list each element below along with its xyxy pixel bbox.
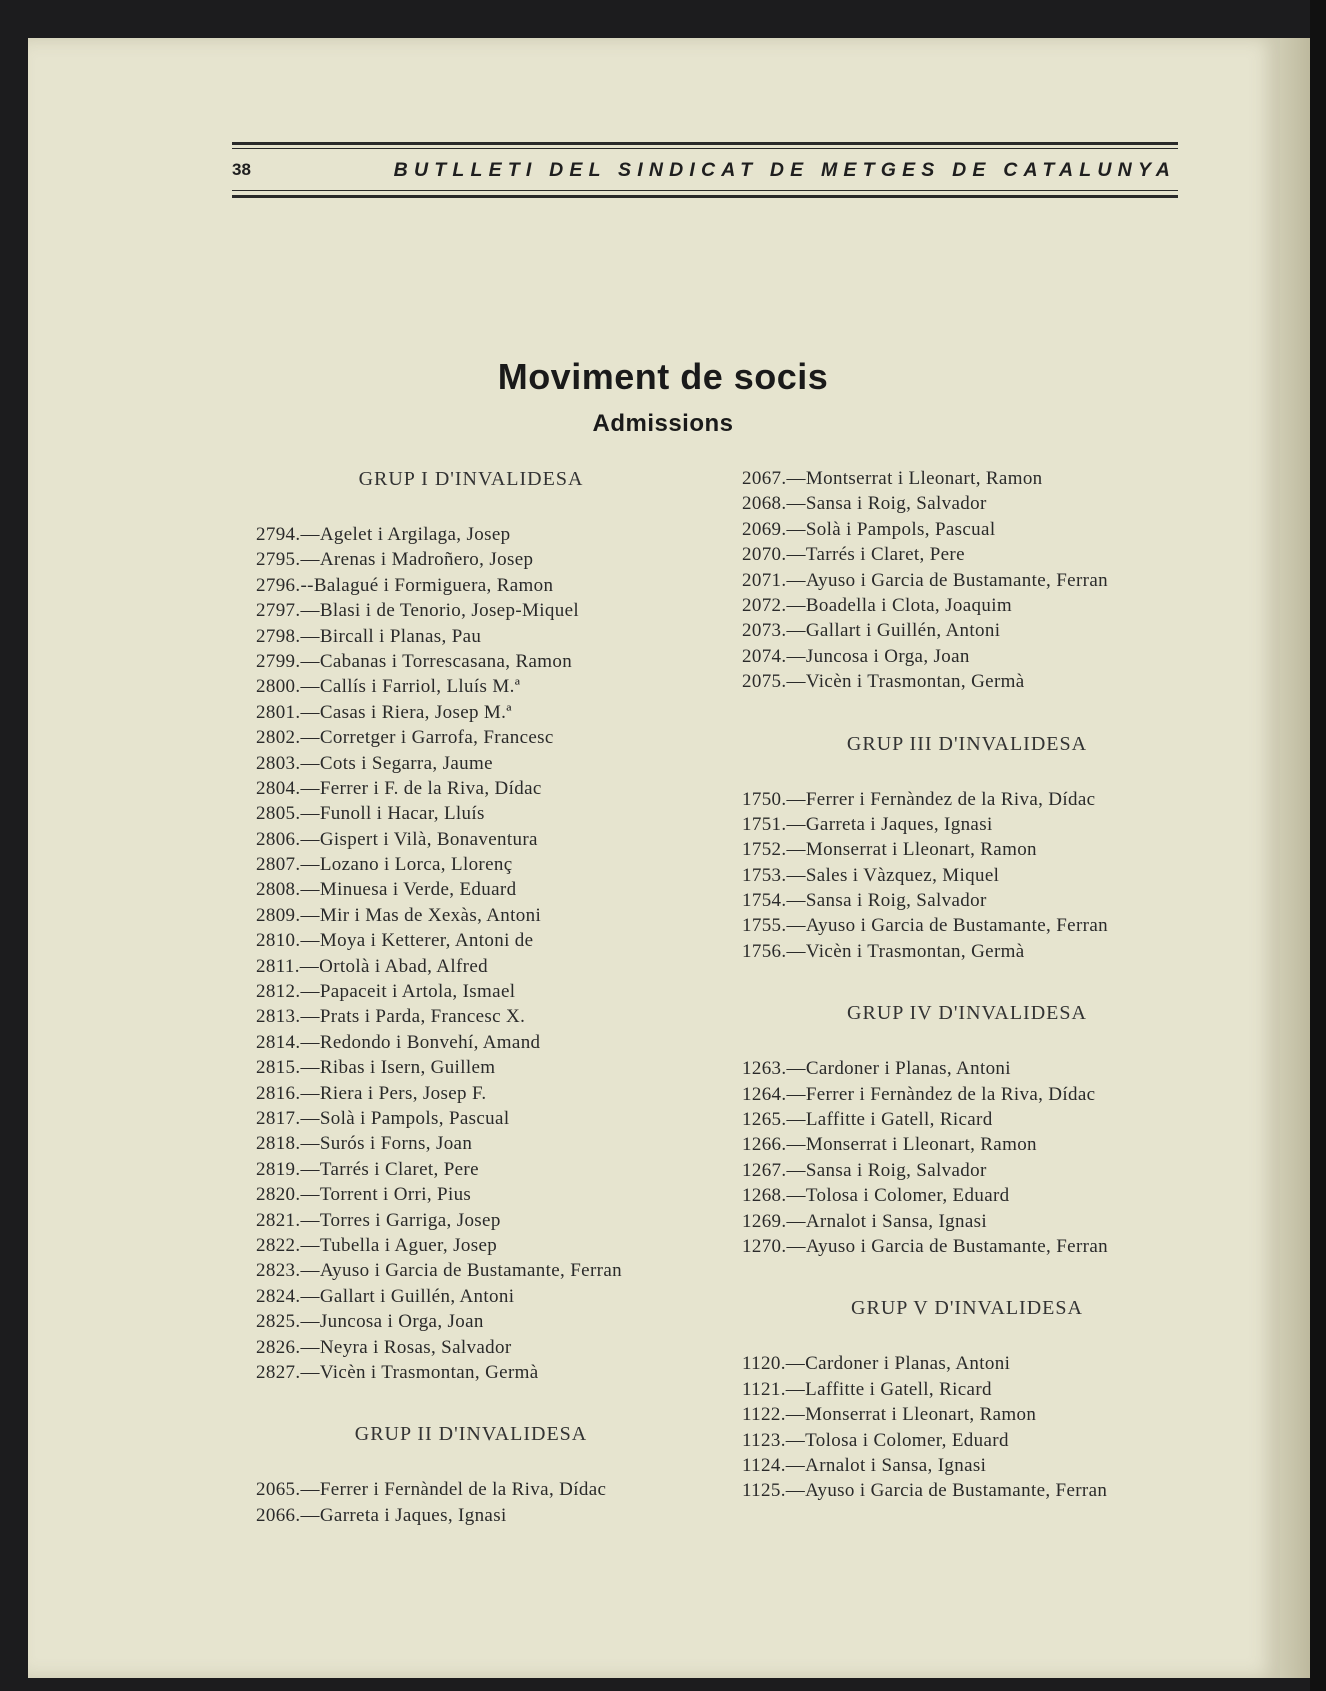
member-entry: 1756.—Vicèn i Trasmontan, Germà (742, 940, 1025, 962)
left-column (256, 466, 686, 1528)
member-entry: 2823.—Ayuso i Garcia de Bustamante, Ferran (256, 1260, 622, 1282)
member-entry: 1125.—Ayuso i Garcia de Bustamante, Ferran (742, 1480, 1108, 1502)
group-heading-grup-iv: GRUP IV D'INVALIDESA (847, 1002, 1087, 1025)
member-entry: 2808.—Minuesa i Verde, Eduard (256, 879, 517, 901)
member-entry: 2073.—Gallart i Guillén, Antoni (742, 620, 1001, 642)
member-entry: 1120.—Cardoner i Planas, Antoni (742, 1353, 1011, 1375)
grup-v-list (742, 1351, 1192, 1503)
member-entry: 2819.—Tarrés i Claret, Pere (256, 1158, 479, 1180)
member-entry: 2812.—Papaceit i Artola, Ismael (256, 981, 516, 1003)
member-entry: 2075.—Vicèn i Trasmontan, Germà (742, 671, 1025, 693)
member-entry: 2071.—Ayuso i Garcia de Bustamante, Ferran (742, 569, 1108, 591)
page-number: 38 (232, 160, 251, 179)
grup-iii-list (742, 787, 1192, 965)
member-entry: 2797.—Blasi i de Tenorio, Josep-Miquel (256, 600, 579, 622)
member-entry: 2067.—Montserrat i Lleonart, Ramon (742, 468, 1043, 489)
group-heading-grup-v: GRUP V D'INVALIDESA (851, 1297, 1083, 1320)
group-heading-grup-iii: GRUP III D'INVALIDESA (846, 732, 1088, 755)
right-column (742, 466, 1192, 1504)
running-header (232, 142, 1178, 200)
page-title: Moviment de socis (497, 356, 829, 397)
member-entry: 1122.—Monserrat i Lleonart, Ramon (742, 1404, 1037, 1426)
member-entry: 2066.—Garreta i Jaques, Ignasi (256, 1504, 507, 1526)
member-entry: 2070.—Tarrés i Claret, Pere (742, 544, 965, 566)
member-entry: 1265.—Laffitte i Gatell, Ricard (742, 1109, 993, 1131)
member-entry: 2817.—Solà i Pampols, Pascual (256, 1107, 510, 1129)
member-entry: 1269.—Arnalot i Sansa, Ignasi (742, 1210, 987, 1232)
member-entry: 2074.—Juncosa i Orga, Joan (742, 645, 970, 667)
member-entry: 2826.—Neyra i Rosas, Salvador (256, 1336, 512, 1358)
member-entry: 2794.—Agelet i Argilaga, Josep (256, 524, 511, 545)
member-entry: 2818.—Surós i Forns, Joan (256, 1133, 473, 1155)
member-entry: 2068.—Sansa i Roig, Salvador (742, 493, 987, 515)
member-entry: 2804.—Ferrer i F. de la Riva, Dídac (256, 777, 542, 799)
header-rule-bottom (232, 195, 1178, 198)
member-entry: 2803.—Cots i Segarra, Jaume (256, 752, 493, 774)
member-entry: 1268.—Tolosa i Colomer, Eduard (742, 1185, 1010, 1207)
member-entry: 2806.—Gispert i Vilà, Bonaventura (256, 828, 538, 850)
member-entry: 2798.—Bircall i Planas, Pau (256, 625, 482, 647)
member-entry: 1752.—Monserrat i Lleonart, Ramon (742, 839, 1037, 861)
page-subtitle: Admissions (592, 410, 734, 437)
member-entry: 2820.—Torrent i Orri, Pius (256, 1184, 472, 1206)
member-entry: 1754.—Sansa i Roig, Salvador (742, 890, 987, 912)
member-entry: 2810.—Moya i Ketterer, Antoni de (256, 930, 534, 952)
member-entry: 1267.—Sansa i Roig, Salvador (742, 1159, 987, 1181)
member-entry: 2800.—Callís i Farriol, Lluís M.ª (256, 676, 521, 698)
member-entry: 2822.—Tubella i Aguer, Josep (256, 1234, 498, 1256)
header-text (232, 158, 1178, 182)
member-entry: 1264.—Ferrer i Fernàndez de la Riva, Dídac (742, 1083, 1096, 1105)
member-entry: 2813.—Prats i Parda, Francesc X. (256, 1006, 526, 1028)
book-spine (1310, 0, 1326, 1691)
member-entry: 1266.—Monserrat i Lleonart, Ramon (742, 1134, 1037, 1156)
grup-i-list (256, 522, 686, 1385)
member-entry: 1123.—Tolosa i Colomer, Eduard (742, 1429, 1009, 1451)
member-entry: 2807.—Lozano i Lorca, Llorenç (256, 854, 513, 876)
member-entry: 2069.—Solà i Pampols, Pascual (742, 518, 996, 540)
grup-iv-list (742, 1056, 1192, 1259)
member-entry: 2809.—Mir i Mas de Xexàs, Antoni (256, 904, 542, 926)
member-entry: 1121.—Laffitte i Gatell, Ricard (742, 1378, 992, 1400)
header-rule-top (232, 142, 1178, 145)
member-entry: 1751.—Garreta i Jaques, Ignasi (742, 813, 993, 835)
member-entry: 2065.—Ferrer i Fernàndel de la Riva, Dídac (256, 1479, 607, 1501)
member-entry: 2827.—Vicèn i Trasmontan, Germà (256, 1361, 539, 1383)
member-entry: 2825.—Juncosa i Orga, Joan (256, 1311, 484, 1333)
group-heading-grup-ii: GRUP II D'INVALIDESA (354, 1423, 588, 1446)
member-entry: 2811.—Ortolà i Abad, Alfred (256, 955, 488, 977)
member-entry: 1750.—Ferrer i Fernàndez de la Riva, Dídac (742, 788, 1096, 810)
member-entry: 1755.—Ayuso i Garcia de Bustamante, Ferran (742, 915, 1108, 937)
member-entry: 2801.—Casas i Riera, Josep M.ª (256, 701, 512, 723)
member-entry: 2796.--Balagué i Formiguera, Ramon (256, 574, 554, 596)
header-rule-top-thin (232, 148, 1178, 149)
member-entry: 2824.—Gallart i Guillén, Antoni (256, 1285, 515, 1307)
journal-title: BUTLLETI DEL SINDICAT DE METGES DE CATALUNYA (393, 158, 1176, 181)
member-entry: 2814.—Redondo i Bonvehí, Amand (256, 1031, 541, 1053)
member-entry: 1753.—Sales i Vàzquez, Miquel (742, 864, 1000, 886)
member-entry: 1263.—Cardoner i Planas, Antoni (742, 1058, 1011, 1080)
member-entry: 2821.—Torres i Garriga, Josep (256, 1209, 501, 1231)
member-entry: 2805.—Funoll i Hacar, Lluís (256, 803, 485, 825)
member-entry: 2815.—Ribas i Isern, Guillem (256, 1057, 496, 1079)
member-entry: 1270.—Ayuso i Garcia de Bustamante, Ferran (742, 1235, 1108, 1257)
grup-ii-list-left (256, 1477, 686, 1528)
grup-ii-list-right (742, 466, 1192, 695)
member-entry: 2799.—Cabanas i Torrescasana, Ramon (256, 650, 573, 672)
member-entry: 2795.—Arenas i Madroñero, Josep (256, 549, 534, 571)
member-entry: 2072.—Boadella i Clota, Joaquim (742, 594, 1012, 616)
page-edge (1280, 38, 1310, 1678)
header-rule-bottom-thin (232, 190, 1178, 191)
member-entry: 2816.—Riera i Pers, Josep F. (256, 1082, 487, 1104)
member-entry: 2802.—Corretger i Garrofa, Francesc (256, 727, 554, 749)
member-entry: 1124.—Arnalot i Sansa, Ignasi (742, 1454, 987, 1476)
group-heading-grup-i: GRUP I D'INVALIDESA (358, 468, 584, 490)
